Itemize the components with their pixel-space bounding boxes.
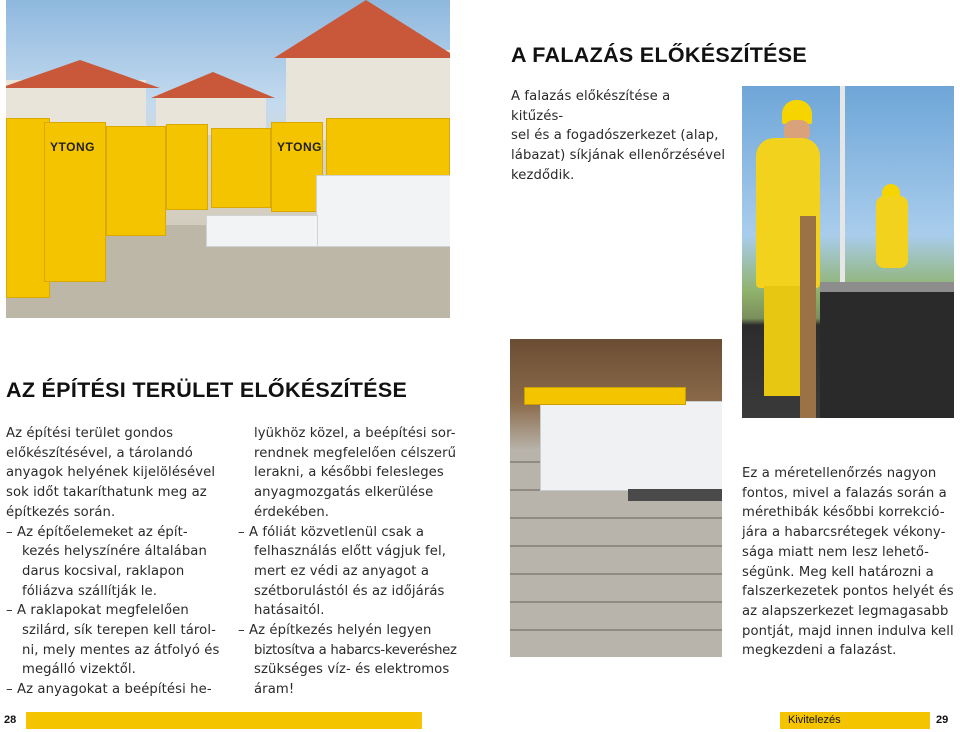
wooden-stake	[800, 216, 816, 418]
text-line: építkezés során.	[6, 504, 116, 520]
text-line: kezdődik.	[511, 167, 575, 183]
text-line: anyagmozgatás elkerülése	[254, 485, 434, 501]
bullet-line: – Az építőelemeket az épít-	[6, 524, 188, 540]
text-line: mérethibák későbbi korrekció-	[742, 505, 945, 521]
page-number-right: 29	[936, 714, 949, 726]
bullet-line: fóliázva szállítják le.	[22, 583, 157, 599]
construction-site-photo	[6, 0, 450, 318]
roof-shape	[6, 60, 160, 88]
aerated-block-wall	[206, 215, 318, 247]
text-line: sok időt takaríthatunk meg az	[6, 485, 207, 501]
workers-measuring-photo	[742, 86, 954, 418]
bullet-line: megálló vizektől.	[22, 662, 136, 678]
pallet-shape	[106, 126, 166, 236]
bullet-line: – A raklapokat megfelelően	[6, 603, 189, 619]
text-line: lyükhöz közel, a beépítési sor-	[254, 426, 456, 441]
pallet-shape	[211, 128, 271, 208]
bullet-line: szilárd, sík terepen kell tárol-	[22, 623, 216, 639]
aerated-block	[540, 401, 722, 491]
spirit-level	[524, 387, 686, 405]
falazas-intro	[511, 87, 726, 186]
bullet-line: hatásaitól.	[254, 603, 325, 619]
roof-shape	[274, 0, 450, 58]
text-line: Az építési terület gondos	[6, 426, 174, 441]
bullet-line: biztosítva a habarcs-keveréshez	[254, 642, 457, 658]
bullet-line: mert ez védi az anyagot a	[254, 563, 430, 579]
text-line: fontos, mivel a falazás során a	[742, 485, 947, 501]
text-line: ségünk. Meg kell határozni a	[742, 564, 934, 580]
footer-accent-bar-left	[0, 712, 422, 729]
column-2-text	[238, 424, 470, 700]
bullet-line: kezés helyszínére általában	[22, 544, 207, 560]
footer-section-label: Kivitelezés	[788, 714, 841, 726]
bullet-line: – Az anyagokat a beépítési he-	[6, 682, 212, 698]
page-number-left: 28	[0, 712, 26, 729]
pallet-shape	[166, 124, 208, 210]
text-line: lerakni, a későbbi felesleges	[254, 465, 444, 481]
text-line: A falazás előkészítése a kitűzés-	[511, 89, 671, 124]
text-line: falszerkezetek pontos helyét és	[742, 584, 954, 600]
pallet-shape	[44, 122, 106, 282]
text-line: jára a habarcsrétegek vékony-	[742, 525, 946, 541]
bullet-line: – A fóliát közvetlenül csak a	[238, 524, 425, 540]
text-line: megkezdeni a falazást.	[742, 643, 897, 659]
block-wall-level-photo	[510, 339, 722, 657]
text-line: sel és a fogadószerkezet (alap,	[511, 128, 719, 144]
bullet-line: szétborulástól és az időjárás	[254, 583, 445, 599]
text-line: lábazat) síkjának ellenőrzésével	[511, 148, 726, 164]
pallet-shape	[326, 118, 450, 178]
text-line: előkészítésével, a tárolandó	[6, 445, 193, 461]
foundation-top	[820, 282, 954, 292]
text-line: rendnek megfelelően célszerű	[254, 445, 457, 461]
text-line: Ez a méretellenőrzés nagyon	[742, 466, 937, 481]
mortar-layer	[628, 489, 722, 501]
epitesi-terulet-heading: AZ ÉPÍTÉSI TERÜLET ELŐKÉSZÍTÉSE	[6, 378, 408, 402]
falazas-heading: A FALAZÁS ELŐKÉSZÍTÉSE	[511, 43, 808, 67]
text-line: sága miatt nem lesz lehető-	[742, 544, 929, 560]
text-line: anyagok helyének kijelölésével	[6, 465, 216, 481]
aerated-block-wall	[316, 175, 450, 247]
text-line: pontját, majd innen indulva kell	[742, 623, 954, 639]
bullet-line: – Az építkezés helyén legyen	[238, 623, 432, 639]
column-1-text	[6, 424, 234, 700]
worker-body	[876, 196, 908, 268]
meretellenorzes-text	[742, 464, 958, 661]
bullet-line: felhasználás előtt vágjuk fel,	[254, 544, 446, 560]
text-line: érdekében.	[254, 504, 330, 520]
bullet-line: ni, mely mentes az átfolyó és	[22, 642, 220, 658]
roof-shape	[151, 72, 275, 98]
pallet-brand-text: YTONG	[277, 140, 322, 154]
bullet-line: szükséges víz- és elektromos	[254, 662, 450, 678]
text-line: az alapszerkezet legmagasabb	[742, 603, 949, 619]
bullet-line: áram!	[254, 682, 295, 698]
bullet-line: darus kocsival, raklapon	[22, 563, 185, 579]
pallet-brand-text: YTONG	[50, 140, 95, 154]
foundation-shape	[820, 286, 954, 418]
